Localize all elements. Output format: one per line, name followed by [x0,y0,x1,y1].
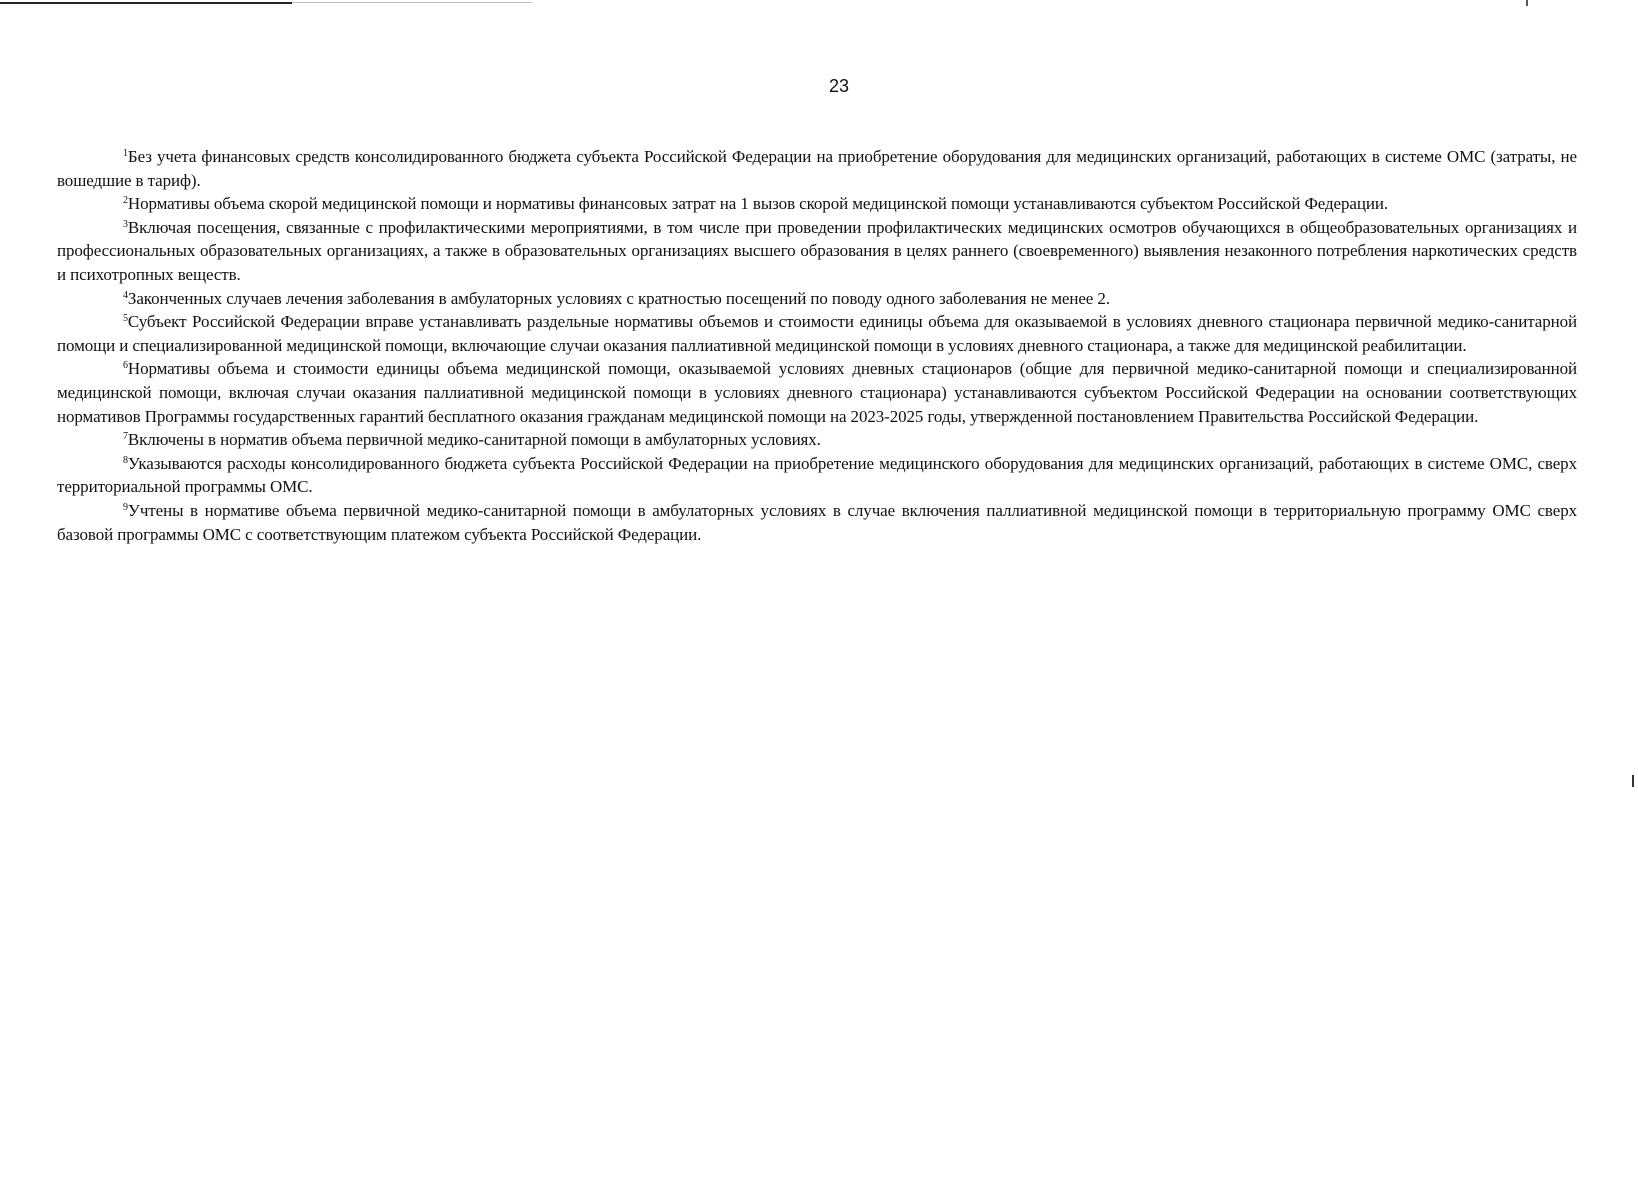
footnote-text: Нормативы объема и стоимости единицы объема медицинской помощи, оказываемой условиях дневных стационаров (общие для первичной медико-санитарной помощи и специализированной медицинской помощи, включая случаи оказания паллиативной медицинской помощи в условиях дневного стационара) устанавливаются субъектом Российской Федерации на основании соответствующих нормативов Программы государственных гарантий бесплатного оказания гражданам медицинской помощи на 2023-2025 годы, утвержденной постановлением Правительства Российской Федерации. [57,359,1577,426]
scan-edge-mark [1632,775,1634,787]
footnote-marker: 5 [123,313,128,325]
footnote-7 [57,428,1577,452]
scan-mark [1526,0,1528,6]
footnote-4 [57,287,1577,311]
footnotes-section [57,145,1577,546]
footnote-text: Субъект Российской Федерации вправе устанавливать раздельные нормативы объемов и стоимости единицы объема для оказываемой в условиях дневного стационара первичной медико-санитарной помощи и специализированной медицинской помощи, включающие случаи оказания паллиативной медицинской помощи в условиях дневного стационара, а также для медицинской реабилитации. [57,312,1577,355]
footnote-marker: 9 [123,501,128,513]
top-edge-rule-thin [292,2,532,3]
footnote-9 [57,499,1577,546]
footnote-marker: 7 [123,431,128,443]
footnote-marker: 1 [123,148,128,159]
footnote-text: Нормативы объема скорой медицинской помощи и нормативы финансовых затрат на 1 вызов скорой медицинской помощи устанавливаются субъектом Российской Федерации. [127,194,1388,214]
footnote-marker: 6 [123,360,128,372]
page-number: 23 [828,76,850,96]
footnote-marker: 2 [123,195,128,207]
footnote-marker: 8 [123,454,128,466]
footnote-6 [57,357,1577,428]
footnote-text: Законченных случаев лечения заболевания в амбулаторных условиях с кратностью посещений по поводу одного заболевания не менее 2. [127,288,1110,308]
footnote-text: Учтены в нормативе объема первичной медико-санитарной помощи в амбулаторных условиях в случае включения паллиативной медицинской помощи в территориальную программу ОМС сверх базовой программы ОМС с соответствующим платежом субъекта Российской Федерации. [57,500,1577,544]
footnote-text: Включены в норматив объема первичной медико-санитарной помощи в амбулаторных условиях. [127,430,821,450]
footnote-text: Включая посещения, связанные с профилактическими мероприятиями, в том числе при проведении профилактических медицинских осмотров обучающихся в общеобразовательных организациях и профессиональных образовательных организациях, а также в образовательных организациях высшего образования в целях раннего (своевременного) выявления незаконного потребления наркотических средств и психотропных веществ. [57,217,1577,284]
footnote-1 [57,145,1577,192]
footnote-marker: 3 [123,218,128,230]
top-edge-rule [0,2,292,4]
footnote-marker: 4 [123,289,128,301]
footnote-8 [57,452,1577,499]
footnote-5 [57,310,1577,357]
footnote-text: Без учета финансовых средств консолидированного бюджета субъекта Российской Федерации на приобретение оборудования для медицинских организаций, работающих в системе ОМС (затраты, не вошедшие в тариф). [57,147,1577,190]
footnote-3 [57,216,1577,287]
footnote-text: Указываются расходы консолидированного бюджета субъекта Российской Федерации на приобретение медицинского оборудования для медицинских организаций, работающих в системе ОМС, сверх территориальной программы ОМС. [57,453,1577,497]
footnote-2 [57,192,1577,216]
